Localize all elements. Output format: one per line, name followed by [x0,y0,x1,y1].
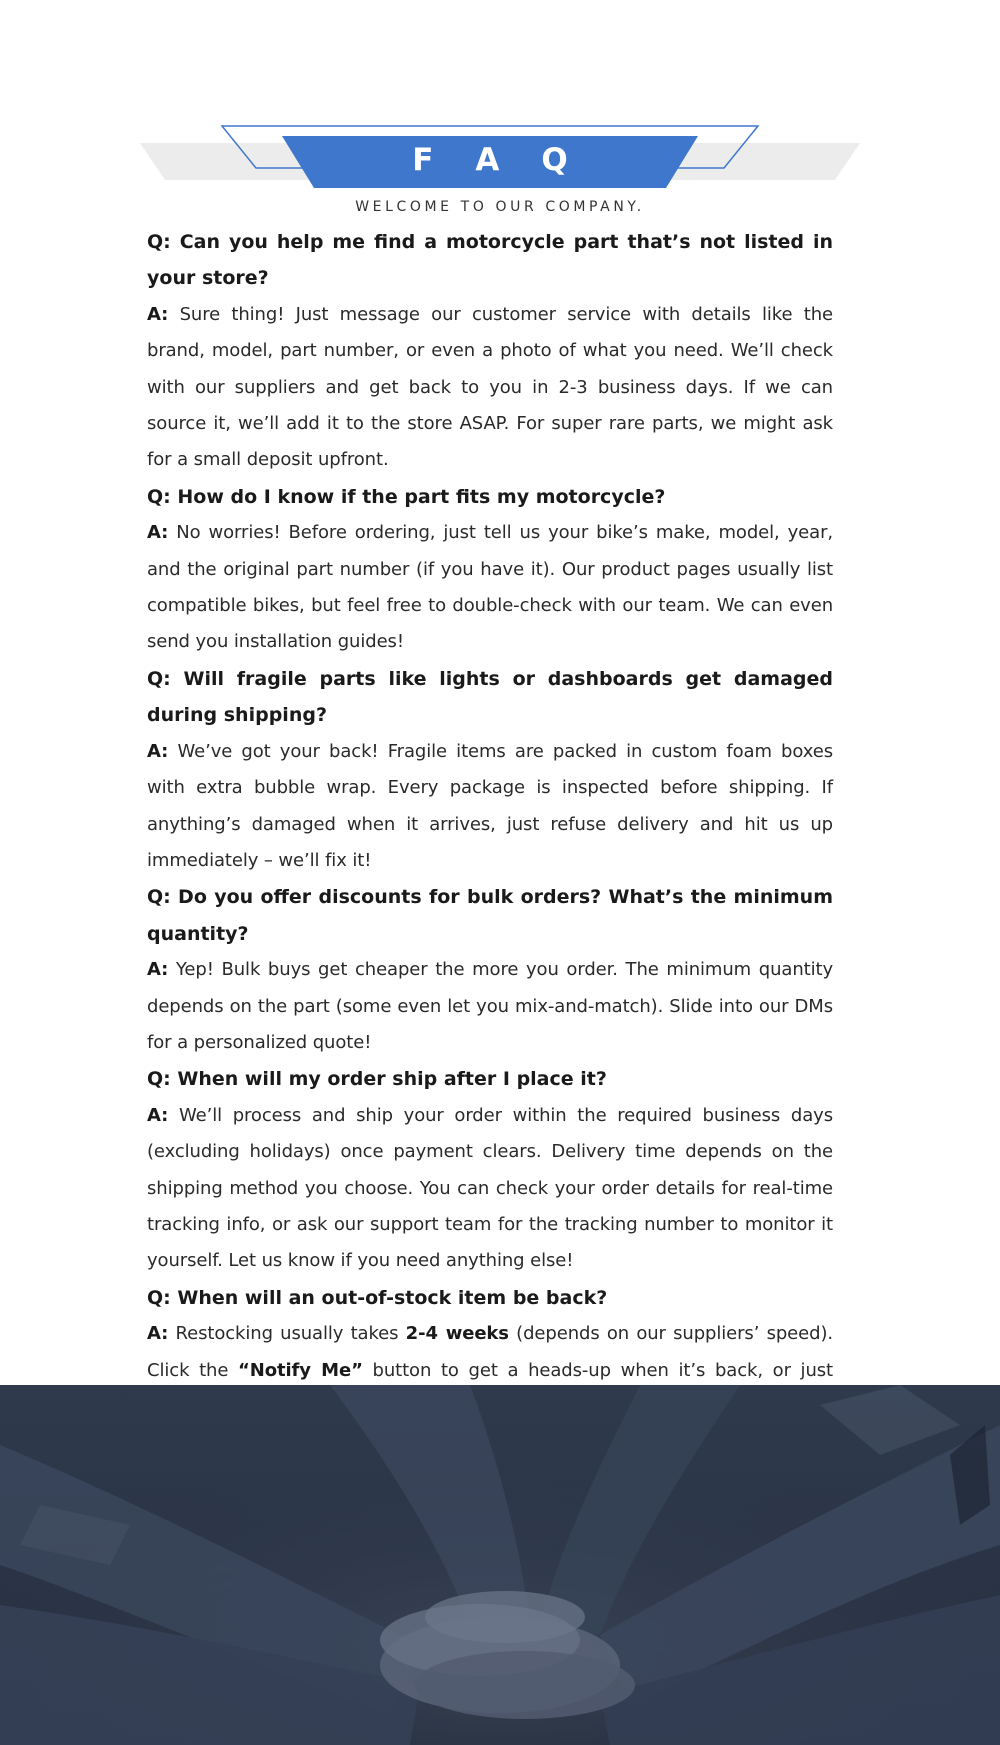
answer-text: (depends on our suppliers’ speed). Click the [147,1323,833,1381]
hand-shape [415,1651,635,1719]
hand-shape [425,1591,585,1643]
answer-text: button to get a heads-up when it’s back, or just [372,1359,834,1381]
answer-text: Yep! Bulk buys get cheaper the more you order. The minimum quantity depends on the part (some even let you mix-and-match). Slide into our DMs for a personalized quote! [147,959,833,1053]
answer-text: No worries! Before ordering, just tell us your bike’s make, model, year, and the original part number (if you have it). Our product pages usually list compatible bikes, but feel free to double-check with our team. We can even send you installation guides! [147,522,834,653]
answer-prefix: A: [147,959,169,981]
faq-question: Q: Can you help me find a motorcycle part that’s not listed in your store? [147,231,833,290]
faq-question: Q: When will an out-of-stock item be back? [147,1286,608,1309]
faq-question: Q: How do I know if the part fits my motorcycle? [147,485,666,508]
page-title [282,132,698,188]
faq-answer [147,952,833,1061]
team-hands-photo [0,1385,1000,1745]
answer-text: We’ll process and ship your order within the required business days (excluding holidays) once payment clears. Delivery time depends on the shipping method you choose. You can check your order details for real-time tracking info, or ask our support team for the tracking number to monitor it yourself. Let us know if you need anything else! [147,1104,833,1272]
answer-highlight: “Notify Me” [238,1359,363,1381]
faq-banner [0,0,1000,230]
answer-prefix: A: [147,1104,169,1126]
title-letter: Q [541,142,568,178]
faq-item [147,479,833,661]
faq-answer [147,515,833,661]
title-letter: A [475,142,500,178]
page-subtitle: WELCOME TO OUR COMPANY. [355,199,645,215]
faq-item [147,661,833,879]
faq-question: Q: Will fragile parts like lights or dashboards get damaged during shipping? [147,667,833,727]
faq-banner-graphic [0,0,1000,230]
faq-answer [147,734,833,880]
faq-item [147,879,833,1061]
faq-item [147,224,833,479]
answer-highlight: 2-4 weeks [405,1323,509,1345]
answer-text: Sure thing! Just message our customer service with details like the brand, model, part number, or even a photo of what you need. We’ll check with our suppliers and get back to you in 2-3 business days. If we can source it, we’ll add it to the store ASAP. For super rare parts, we might ask for a small deposit upfront. [147,303,834,471]
faq-question: Q: Do you offer discounts for bulk orders? What’s the minimum quantity? [147,886,833,945]
team-hands-illustration [0,1385,1000,1745]
faq-answer [147,297,833,479]
answer-text: Restocking usually takes [175,1323,406,1345]
answer-prefix: A: [147,740,169,762]
answer-text: We’ve got your back! Fragile items are packed in custom foam boxes with extra bubble wrap. Every package is inspected before shipping. If anything’s damaged when it arrives, just refuse delivery and hit us up immediately – we’ll fix it! [147,740,833,871]
title-letter: F [412,142,434,178]
faq-item [147,1061,833,1279]
faq-list [147,224,833,1425]
faq-answer [147,1098,833,1280]
answer-prefix: A: [147,1323,169,1345]
answer-prefix: A: [147,303,169,325]
faq-question: Q: When will my order ship after I place it? [147,1068,607,1091]
answer-prefix: A: [147,522,169,544]
